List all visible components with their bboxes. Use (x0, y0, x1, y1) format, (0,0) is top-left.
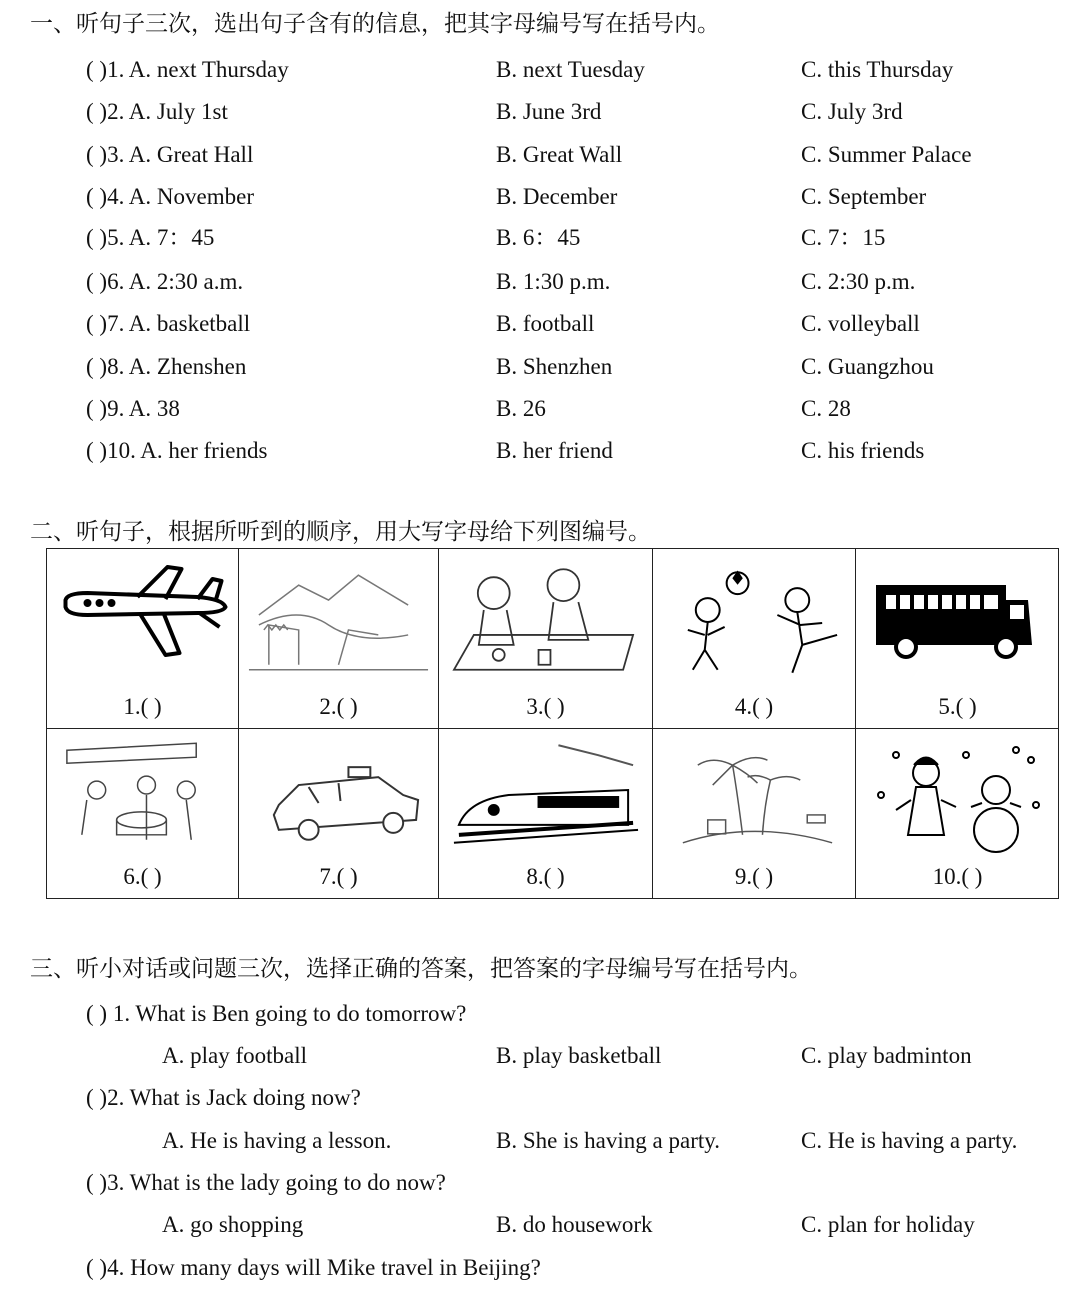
section1-heading: 一、听句子三次，选出句子含有的信息，把其字母编号写在括号内。 (30, 11, 720, 36)
s1-item-8-option-c: C. Guangzhou (801, 354, 934, 379)
s1-item-5-option-b: B. 6：45 (496, 225, 581, 250)
picture-label-8: 8.( ) (526, 864, 565, 889)
s1-item-7-option-b: B. football (496, 311, 595, 336)
s1-item-7-question: ( )7. A. basketball (86, 311, 251, 336)
s1-item-1-question: ( )1. A. next Thursday (86, 57, 289, 82)
picture-cell-1 (47, 549, 239, 729)
picture-cell-8 (439, 729, 653, 898)
picture-label-7: 7.( ) (319, 864, 358, 889)
picture-label-6: 6.( ) (123, 864, 162, 889)
section2-heading: 二、听句子，根据所听到的顺序，用大写字母给下列图编号。 (30, 519, 651, 544)
s1-item-4-option-c: C. September (801, 184, 927, 209)
party-icon (47, 735, 238, 863)
s1-item-4-option-b: B. December (496, 184, 618, 209)
s3-question-4: ( )4. How many days will Mike travel in Beijing? (86, 1255, 541, 1280)
s1-item-10-option-b: B. her friend (496, 438, 613, 463)
s3-option-2a: A. He is having a lesson. (162, 1128, 392, 1153)
s1-item-3-option-c: C. Summer Palace (801, 142, 972, 167)
picture-label-5: 5.( ) (938, 694, 977, 719)
s1-item-3-question: ( )3. A. Great Hall (86, 142, 254, 167)
s1-item-6-option-b: B. 1:30 p.m. (496, 269, 611, 294)
s1-item-8-option-b: B. Shenzhen (496, 354, 613, 379)
s1-item-6-question: ( )6. A. 2:30 a.m. (86, 269, 244, 294)
s1-item-2-question: ( )2. A. July 1st (86, 99, 228, 124)
picture-grid (46, 548, 1059, 899)
picture-label-2: 2.( ) (319, 694, 358, 719)
section3-heading: 三、听小对话或问题三次，选择正确的答案，把答案的字母编号写在括号内。 (30, 956, 812, 981)
picture-cell-7 (239, 729, 439, 898)
s1-item-5-question: ( )5. A. 7：45 (86, 225, 215, 250)
s1-item-9-question: ( )9. A. 38 (86, 396, 180, 421)
train-icon (439, 735, 652, 863)
s3-question-2: ( )2. What is Jack doing now? (86, 1085, 361, 1110)
island-icon (653, 735, 855, 863)
s3-option-3c: C. plan for holiday (801, 1212, 975, 1237)
s1-item-6-option-c: C. 2:30 p.m. (801, 269, 916, 294)
s3-option-1c: C. play badminton (801, 1043, 972, 1068)
s1-item-7-option-c: C. volleyball (801, 311, 920, 336)
taxi-icon (239, 735, 438, 863)
s3-question-1: ( ) 1. What is Ben going to do tomorrow? (86, 1001, 467, 1026)
s1-item-9-option-b: B. 26 (496, 396, 546, 421)
snowman-icon (856, 735, 1059, 863)
s1-item-1-option-b: B. next Tuesday (496, 57, 645, 82)
s3-option-3a: A. go shopping (162, 1212, 304, 1237)
s1-item-4-question: ( )4. A. November (86, 184, 254, 209)
s1-item-8-question: ( )8. A. Zhenshen (86, 354, 247, 379)
s3-option-2b: B. She is having a party. (496, 1128, 721, 1153)
s1-item-1-option-c: C. this Thursday (801, 57, 954, 82)
s1-item-10-question: ( )10. A. her friends (86, 438, 268, 463)
s3-question-3: ( )3. What is the lady going to do now? (86, 1170, 446, 1195)
picture-label-4: 4.( ) (734, 694, 774, 719)
picture-cell-4 (653, 549, 856, 729)
football-icon (653, 555, 855, 683)
picture-label-10: 10.( ) (932, 864, 983, 889)
s1-item-2-option-c: C. July 3rd (801, 99, 903, 124)
s1-item-2-option-b: B. June 3rd (496, 99, 602, 124)
picture-cell-5 (856, 549, 1059, 729)
picture-cell-3 (439, 549, 653, 729)
s3-option-1b: B. play basketball (496, 1043, 662, 1068)
s3-option-2c: C. He is having a party. (801, 1128, 1018, 1153)
s1-item-5-option-c: C. 7：15 (801, 225, 886, 250)
s1-item-3-option-b: B. Great Wall (496, 142, 623, 167)
picnic-icon (439, 555, 652, 683)
picture-label-9: 9.( ) (734, 864, 774, 889)
picture-label-1: 1.( ) (123, 694, 162, 719)
airplane-icon (47, 555, 238, 683)
picture-label-3: 3.( ) (526, 694, 565, 719)
picture-cell-2 (239, 549, 439, 729)
s3-option-1a: A. play football (162, 1043, 307, 1068)
s3-option-3b: B. do housework (496, 1212, 653, 1237)
great-wall-icon (239, 555, 438, 683)
bus-icon (856, 555, 1059, 683)
s1-item-9-option-c: C. 28 (801, 396, 851, 421)
picture-cell-10 (856, 729, 1059, 898)
picture-cell-9 (653, 729, 856, 898)
picture-cell-6 (47, 729, 239, 898)
s1-item-10-option-c: C. his friends (801, 438, 925, 463)
